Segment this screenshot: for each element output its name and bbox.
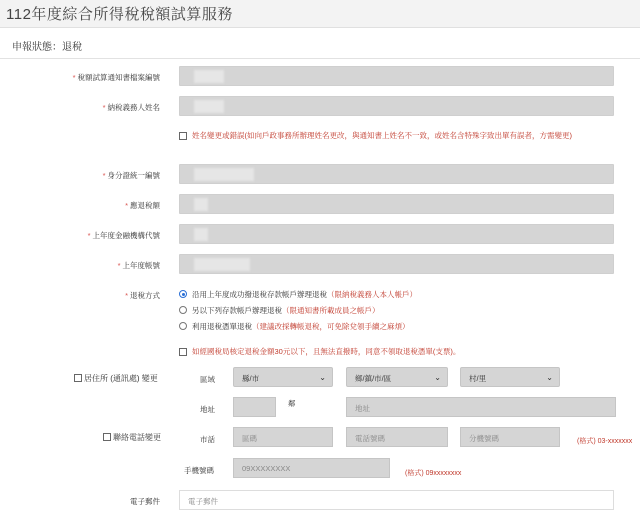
district-select[interactable]: 鄉/鎮/市/區 ⌄	[346, 367, 448, 387]
area-code-input[interactable]: 區碼	[233, 427, 333, 447]
region-label: 區域	[200, 375, 215, 384]
label-notice-number: * 稅額試算通知書檔案編號	[72, 73, 160, 82]
notice-number-field[interactable]	[179, 66, 614, 86]
account-number-field[interactable]	[179, 254, 614, 274]
bank-code-field[interactable]	[179, 224, 614, 244]
refund-option-1-label: 沿用上年度成功撥退稅存款帳戶辦理退稅（限納稅義務人本人帳戶）	[192, 290, 417, 299]
refund-option-2-label: 另以下列存款帳戶辦理退稅（限通知書所載成員之帳戶）	[192, 306, 380, 315]
lin-label: 鄰	[288, 399, 296, 408]
phone-change-checkbox[interactable]	[103, 433, 111, 441]
extension-input[interactable]: 分機號碼	[460, 427, 560, 447]
tel-format-hint: (格式) 03-xxxxxxx	[577, 438, 633, 445]
label-refund-amount: * 應退稅額	[125, 201, 160, 210]
refund-option-voucher[interactable]	[179, 322, 187, 330]
divider	[0, 58, 640, 59]
village-select[interactable]: 村/里 ⌄	[460, 367, 560, 387]
small-refund-checkbox[interactable]	[179, 348, 187, 356]
address-change-checkbox[interactable]	[74, 374, 82, 382]
small-refund-note: 如經國稅局核定退稅金額30元以下，且無法直撥時，同意不領取退稅憑單(支票)。	[192, 347, 461, 356]
chevron-down-icon: ⌄	[546, 373, 553, 382]
tel-label: 市話	[200, 435, 215, 444]
name-change-note: 姓名變更或錯誤(如向戶政事務所辦理姓名更改，與通知書上姓名不一致，或姓名含特殊字致出單有誤者，方需變更)	[192, 131, 572, 140]
address-input[interactable]: 地址	[346, 397, 616, 417]
county-select[interactable]: 縣/市 ⌄	[233, 367, 333, 387]
mobile-label: 手機號碼	[184, 466, 214, 475]
page-title: 112年度綜合所得稅稅額試算服務	[6, 6, 233, 23]
label-bank-code: * 上年度金融機構代號	[87, 231, 160, 240]
address-label: 地址	[200, 405, 215, 414]
label-refund-method: * 退稅方式	[125, 291, 160, 300]
email-label: 電子郵件	[130, 497, 160, 506]
label-id-number: * 身分證統一編號	[102, 171, 160, 180]
refund-option-3-label: 利用退稅憑單退稅（建議改採轉帳退稅，可免除兌領手續之麻煩）	[192, 322, 410, 331]
name-change-checkbox[interactable]	[179, 132, 187, 140]
label-taxpayer-name: * 納稅義務人姓名	[102, 103, 160, 112]
chevron-down-icon: ⌄	[434, 373, 441, 382]
refund-option-previous-account[interactable]	[179, 290, 187, 298]
refund-amount-field[interactable]	[179, 194, 614, 214]
mobile-input[interactable]: 09XXXXXXXX	[233, 458, 390, 478]
phone-change-label: 聯絡電話變更	[113, 433, 161, 442]
title-bar	[0, 0, 640, 28]
filing-status: 申報狀態：退稅	[12, 42, 82, 53]
label-account-number: * 上年度帳號	[117, 261, 160, 270]
id-number-field[interactable]	[179, 164, 614, 184]
mobile-format-hint: (格式) 09xxxxxxxx	[405, 470, 462, 477]
lin-input[interactable]	[233, 397, 276, 417]
refund-option-new-account[interactable]	[179, 306, 187, 314]
address-change-label: 居住所 (通訊處) 變更	[84, 374, 158, 383]
email-input[interactable]: 電子郵件	[179, 490, 614, 510]
chevron-down-icon: ⌄	[319, 373, 326, 382]
phone-number-input[interactable]: 電話號碼	[346, 427, 448, 447]
taxpayer-name-field[interactable]	[179, 96, 614, 116]
